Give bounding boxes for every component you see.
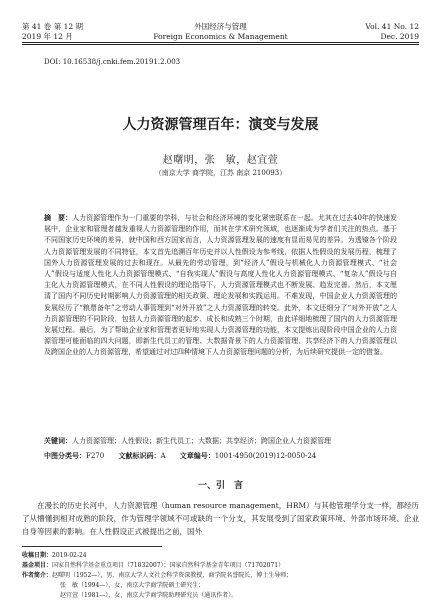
header-rule-thin xyxy=(22,44,419,45)
abstract-text: 人力资源管理作为一门重要的学科，与社会和经济环境的变化紧密联系在一起。尤其在过去40年的快速发展中，企业家和管理者越发重视人力资源管理的作用，而其在学术研究领域，也逐渐成为学者们关注的热点。基于不同国家历史环境的差异，就中国和西方国家而言，人力资源管理发展的速度有显而易见的差异。为透镜各个阶段人力资源管理发展的不同特征，本文首先追溯百年历史并以人性假设为参考线，依据人性假设的发展历程，梳理了国外人力资源管理发展的过去和现在。从最先的劳动管理，到“经济人”假设与机械化人力资源管理模式、“社会人”假设与适度人性化人力资源管理模式、“自我实现人”假设与高度人性化人力资源管理模式、“复杂人”假设与自主化人力资源管理模式，在不同人性假设的理论指导下，人力资源管理模式也不断发展、趋发完善。然后，本文厘清了国内不同历史时期影响人力资源管理的相关政策、理论发展和实践运用。不难发现，中国企业人力资源管理的发展经历了“粮票备年”之劳动人事管理到“对外开放”之人力资源管理的转变。此外，本文还细分了“对外开放”之人力资源管理的不同阶段，包括人力资源管理的起步、成长和成熟三个时期，由此详细地梳理了国内的人力资源管理发展过程。最后，为了帮助企业家和管理者更好地实现人力资源管理的功能，本文提炼出现阶段中国企业的人力资源管理可能面临的四大问题，即新生代员工的管理、大数据背景下的人力资源管理、共享经济下的人力资源管理以及跨国企业的人力资源管理，希望通过对过四种情境下人力资源管理问题的分析，为后续研究提供一定的借鉴。 xyxy=(44,214,398,357)
clc-value: F270 xyxy=(86,452,105,460)
header-rule-thick xyxy=(22,42,419,43)
doi: DOI: 10.16538/j.cnki.fem.20191.2.003 xyxy=(44,58,181,66)
author-bio-label: 作者简介： xyxy=(22,572,53,579)
date-cn: 2019 年 12 月 xyxy=(22,32,73,41)
footnote-received xyxy=(22,552,419,560)
author-bio-3: 赵宜萱（1981—），女，南京大学商学院助理研究员（通讯作者）。 xyxy=(60,592,238,599)
received-label: 收稿日期： xyxy=(22,552,53,559)
abstract-label: 摘 要： xyxy=(44,214,73,222)
article-no-value: 1001-4950(2019)12-0050-24 xyxy=(214,452,317,460)
journal-name-en: Foreign Economics & Management xyxy=(153,32,288,41)
author-bio-1: 赵曙明（1952—），男，南京大学人文社会科学资深教授，商学院名誉院长，博士生导师； xyxy=(52,572,293,579)
affiliation: （南京大学 商学院，江苏 南京 210093） xyxy=(154,169,287,177)
journal-name-cn: 外国经济与管理 xyxy=(194,22,247,31)
abstract xyxy=(44,213,397,359)
footnote-rule xyxy=(22,546,162,547)
keywords-label: 关键词： xyxy=(44,437,72,445)
keywords xyxy=(44,436,397,446)
clc-label: 中图分类号： xyxy=(44,452,86,460)
doc-code-label: 文献标识码： xyxy=(118,452,161,460)
footnote-author-1 xyxy=(22,572,419,580)
keywords-text: 人力资源管理；人性假设；新生代员工；大数据；共享经济；跨国企业人力资源管理 xyxy=(72,437,331,445)
section-heading: 一、引 言 xyxy=(197,481,243,491)
classification-line xyxy=(44,451,397,461)
header-right xyxy=(365,22,419,42)
fund-label: 基金项目： xyxy=(22,562,53,569)
intro-paragraph: 在漫长的历史长河中，人力资源管理（human resource management，HRM）与其他管理学分支一样，都经历了从懵懂到相对成熟的阶段，作为管理学领域不可或缺的一个分支，其发展受到了国家政策环境、外部市场环境、企业自身等因素的影响。在人性假设正式被提出之前，国外 xyxy=(22,501,419,536)
paper-title: 人力资源管理百年：演变与发展 xyxy=(122,117,319,133)
author-bio-2: 张 敏（1994—），女，南京大学商学院硕士研究生； xyxy=(60,582,205,589)
footnote-fund xyxy=(22,562,419,570)
authors: 赵曙明，张 敏，赵宜萱 xyxy=(162,155,279,166)
volume-en: Vol. 41 No. 12 xyxy=(365,22,419,31)
article-no-label: 文章编号： xyxy=(179,452,215,460)
header-center xyxy=(22,22,419,42)
date-en: Dec. 2019 xyxy=(380,32,419,41)
fund-text: 国家自然科学基金重点项目（71832007）；国家自然科学基金青年项目（71702071） xyxy=(52,562,285,569)
doc-code-value: A xyxy=(160,452,166,460)
received-date: 2019-02-24 xyxy=(52,552,87,559)
running-header xyxy=(22,20,419,54)
volume-cn: 第 41 卷 第 12 期 xyxy=(22,22,84,31)
